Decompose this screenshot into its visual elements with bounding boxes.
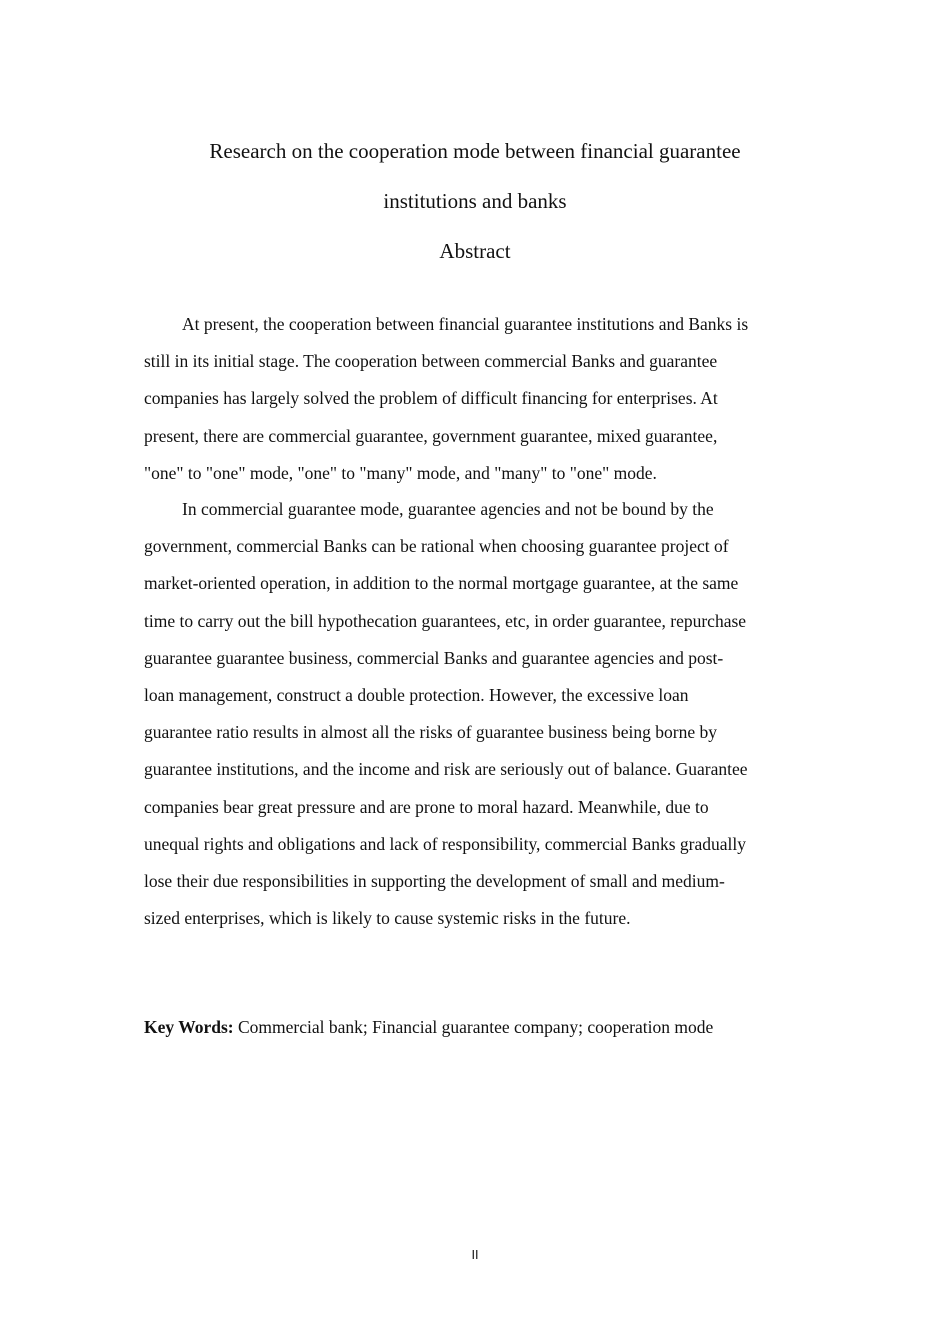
page-number: II <box>471 1248 479 1262</box>
keywords-line <box>144 1014 809 1040</box>
paragraph-line: In commercial guarantee mode, guarantee agencies and not be bound by the <box>182 499 714 519</box>
paragraph-line: loan management, construct a double protection. However, the excessive loan <box>144 684 689 705</box>
paragraph-line: present, there are commercial guarantee, government guarantee, mixed guarantee, <box>144 425 718 446</box>
abstract-paragraph-2 <box>144 491 809 937</box>
paragraph-line: guarantee ratio results in almost all the risks of guarantee business being borne by <box>144 722 717 743</box>
paragraph-line: still in its initial stage. The cooperation between commercial Banks and guarantee <box>144 351 718 372</box>
keywords-text: Commercial bank; Financial guarantee company; cooperation mode <box>233 1017 714 1037</box>
paragraph-line: government, commercial Banks can be rational when choosing guarantee project of <box>144 536 729 557</box>
abstract-paragraph-1 <box>144 306 809 492</box>
paragraph-line: guarantee guarantee business, commercial Banks and guarantee agencies and post- <box>144 647 724 668</box>
paragraph-line: sized enterprises, which is likely to cause systemic risks in the future. <box>144 908 631 929</box>
paragraph-line: guarantee institutions, and the income and risk are seriously out of balance. Guarantee <box>144 759 748 780</box>
paragraph-line: companies bear great pressure and are prone to moral hazard. Meanwhile, due to <box>144 796 709 817</box>
keywords-label: Key Words: <box>144 1017 234 1037</box>
paragraph-line: lose their due responsibilities in supporting the development of small and medium- <box>144 870 725 891</box>
title-line-2: institutions and banks <box>383 189 567 213</box>
paragraph-line: At present, the cooperation between financial guarantee institutions and Banks is <box>182 314 749 334</box>
paragraph-line: unequal rights and obligations and lack of responsibility, commercial Banks gradually <box>144 833 746 854</box>
paragraph-line: time to carry out the bill hypothecation guarantees, etc, in order guarantee, repurchase <box>144 610 747 631</box>
paragraph-line: market-oriented operation, in addition to the normal mortgage guarantee, at the same <box>144 573 739 594</box>
title-line-1: Research on the cooperation mode between financial guarantee <box>209 139 741 163</box>
paragraph-line: companies has largely solved the problem of difficult financing for enterprises. At <box>144 388 718 409</box>
paragraph-line: "one" to "one" mode, "one" to "many" mode, and "many" to "one" mode. <box>144 462 657 483</box>
abstract-heading: Abstract <box>439 239 511 263</box>
